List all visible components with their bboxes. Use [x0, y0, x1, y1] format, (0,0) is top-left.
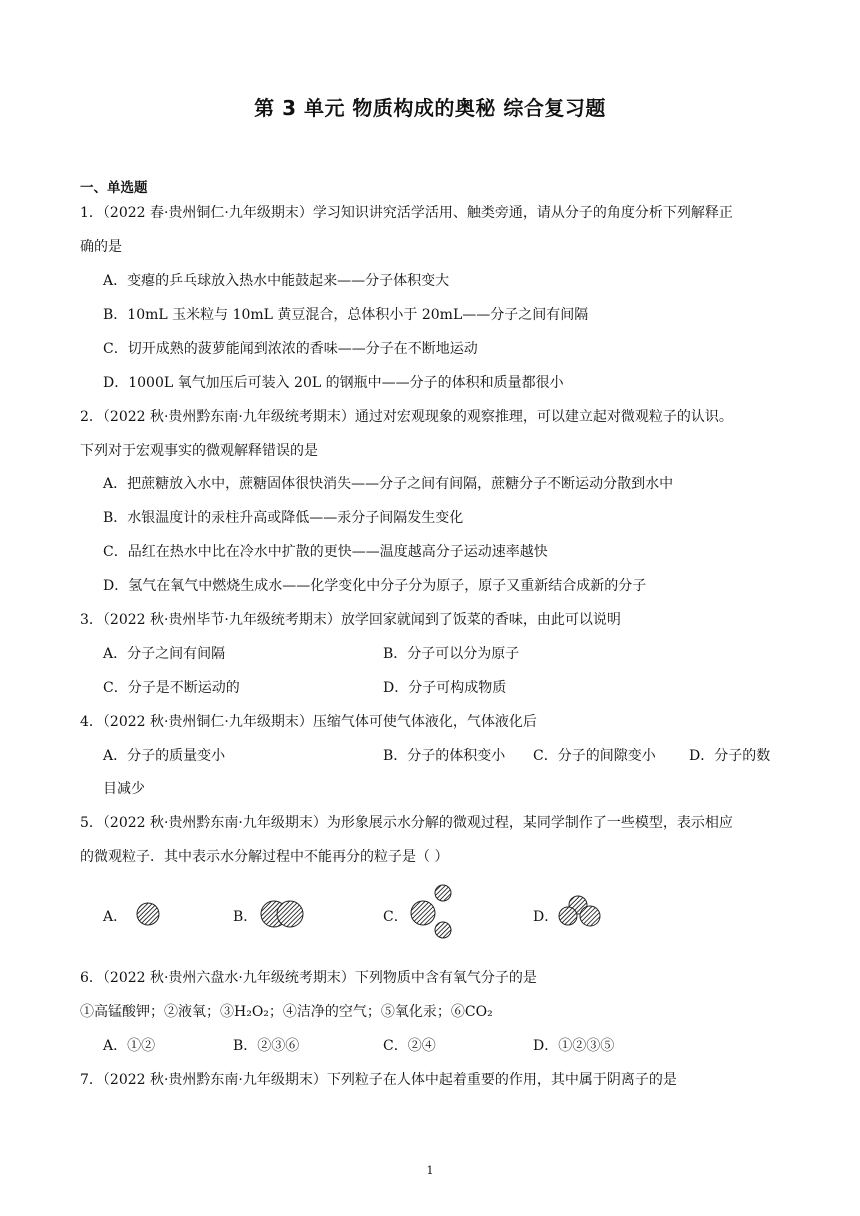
question-2-option-a: A．把蔗糖放入水中，蔗糖固体很快消失——分子之间有间隔，蔗糖分子不断运动分散到水中 — [103, 476, 674, 492]
question-1-stem-cont: 确的是 — [80, 239, 122, 255]
question-7-stem: 7．（2022 秋·贵州黔东南·九年级期末）下列粒子在人体中起着重要的作用，其中属于阴离子的是 — [80, 1072, 677, 1088]
question-5-option-b: B． — [233, 909, 258, 925]
question-4-option-d-cont: 目减少 — [103, 781, 145, 797]
section-heading: 一、单选题 — [80, 180, 148, 196]
question-2-stem: 2．（2022 秋·贵州黔东南·九年级统考期末）通过对宏观现象的观察推理，可以建立起对微观粒子的认识。 — [80, 409, 733, 425]
question-1-stem: 1．（2022 春·贵州铜仁·九年级期末）学习知识讲究活学活用、触类旁通，请从分子的角度分析下列解释正 — [80, 205, 733, 221]
question-4-option-a: A．分子的质量变小 — [103, 748, 226, 764]
question-3-option-c: C．分子是不断运动的 — [103, 680, 240, 696]
question-4-stem: 4．（2022 秋·贵州铜仁·九年级期末）压缩气体可使气体液化，气体液化后 — [80, 714, 537, 730]
question-6-option-a: A．①② — [103, 1038, 156, 1054]
question-2-option-c: C．品红在热水中比在冷水中扩散的更快——温度越高分子运动速率越快 — [103, 544, 548, 560]
question-6-option-b: B．②③⑥ — [233, 1038, 300, 1054]
question-1-option-b: B．10mL 玉米粒与 10mL 黄豆混合，总体积小于 20mL——分子之间有间隔 — [103, 307, 589, 323]
question-2-option-d: D．氢气在氧气中燃烧生成水——化学变化中分子分为原子，原子又重新结合成新的分子 — [103, 578, 647, 594]
question-3-option-a: A．分子之间有间隔 — [103, 646, 226, 662]
question-4-option-c: C．分子的间隙变小 — [533, 748, 656, 764]
question-5-option-a: A． — [103, 909, 128, 925]
question-3-option-b: B．分子可以分为原子 — [383, 646, 520, 662]
page-number: 1 — [426, 1164, 434, 1177]
question-5-stem: 5．（2022 秋·贵州黔东南·九年级期末）为形象展示水分解的微观过程，某同学制作了一些模型，表示相应 — [80, 815, 733, 831]
question-4-option-b: B．分子的体积变小 — [383, 748, 506, 764]
question-6-substances: ①高锰酸钾；②液氧；③H₂O₂；④洁净的空气；⑤氧化汞；⑥CO₂ — [80, 1004, 493, 1020]
option-b-diatomic-model — [258, 896, 308, 932]
question-6-stem: 6．（2022 秋·贵州六盘水·九年级统考期末）下列物质中含有氧气分子的是 — [80, 970, 537, 986]
question-3-option-d: D．分子可构成物质 — [383, 680, 507, 696]
page-title: 第 3 单元 物质构成的奥秘 综合复习题 — [254, 96, 606, 120]
question-3-stem: 3．（2022 秋·贵州毕节·九年级统考期末）放学回家就闻到了饭菜的香味，由此可以说明 — [80, 612, 621, 628]
question-5-stem-cont: 的微观粒子．其中表示水分解过程中不能再分的粒子是（ ） — [80, 849, 449, 865]
question-6-option-d: D．①②③⑤ — [533, 1038, 615, 1054]
option-c-three-separate-atoms-model — [405, 880, 465, 942]
question-5-option-d: D． — [533, 909, 559, 925]
question-2-stem-cont: 下列对于宏观事实的微观解释错误的是 — [80, 443, 318, 459]
question-1-option-c: C．切开成熟的菠萝能闻到浓浓的香味——分子在不断地运动 — [103, 341, 478, 357]
option-d-water-molecule-model — [556, 892, 608, 932]
option-a-single-atom-model — [130, 898, 170, 930]
question-1-option-a: A．变瘪的乒乓球放入热水中能鼓起来——分子体积变大 — [103, 273, 450, 289]
question-5-option-c: C． — [383, 909, 408, 925]
question-4-option-d: D．分子的数 — [689, 748, 771, 764]
question-6-option-c: C．②④ — [383, 1038, 436, 1054]
question-2-option-b: B．水银温度计的汞柱升高或降低——汞分子间隔发生变化 — [103, 510, 464, 526]
question-1-option-d: D．1000L 氧气加压后可装入 20L 的钢瓶中——分子的体积和质量都很小 — [103, 375, 564, 391]
